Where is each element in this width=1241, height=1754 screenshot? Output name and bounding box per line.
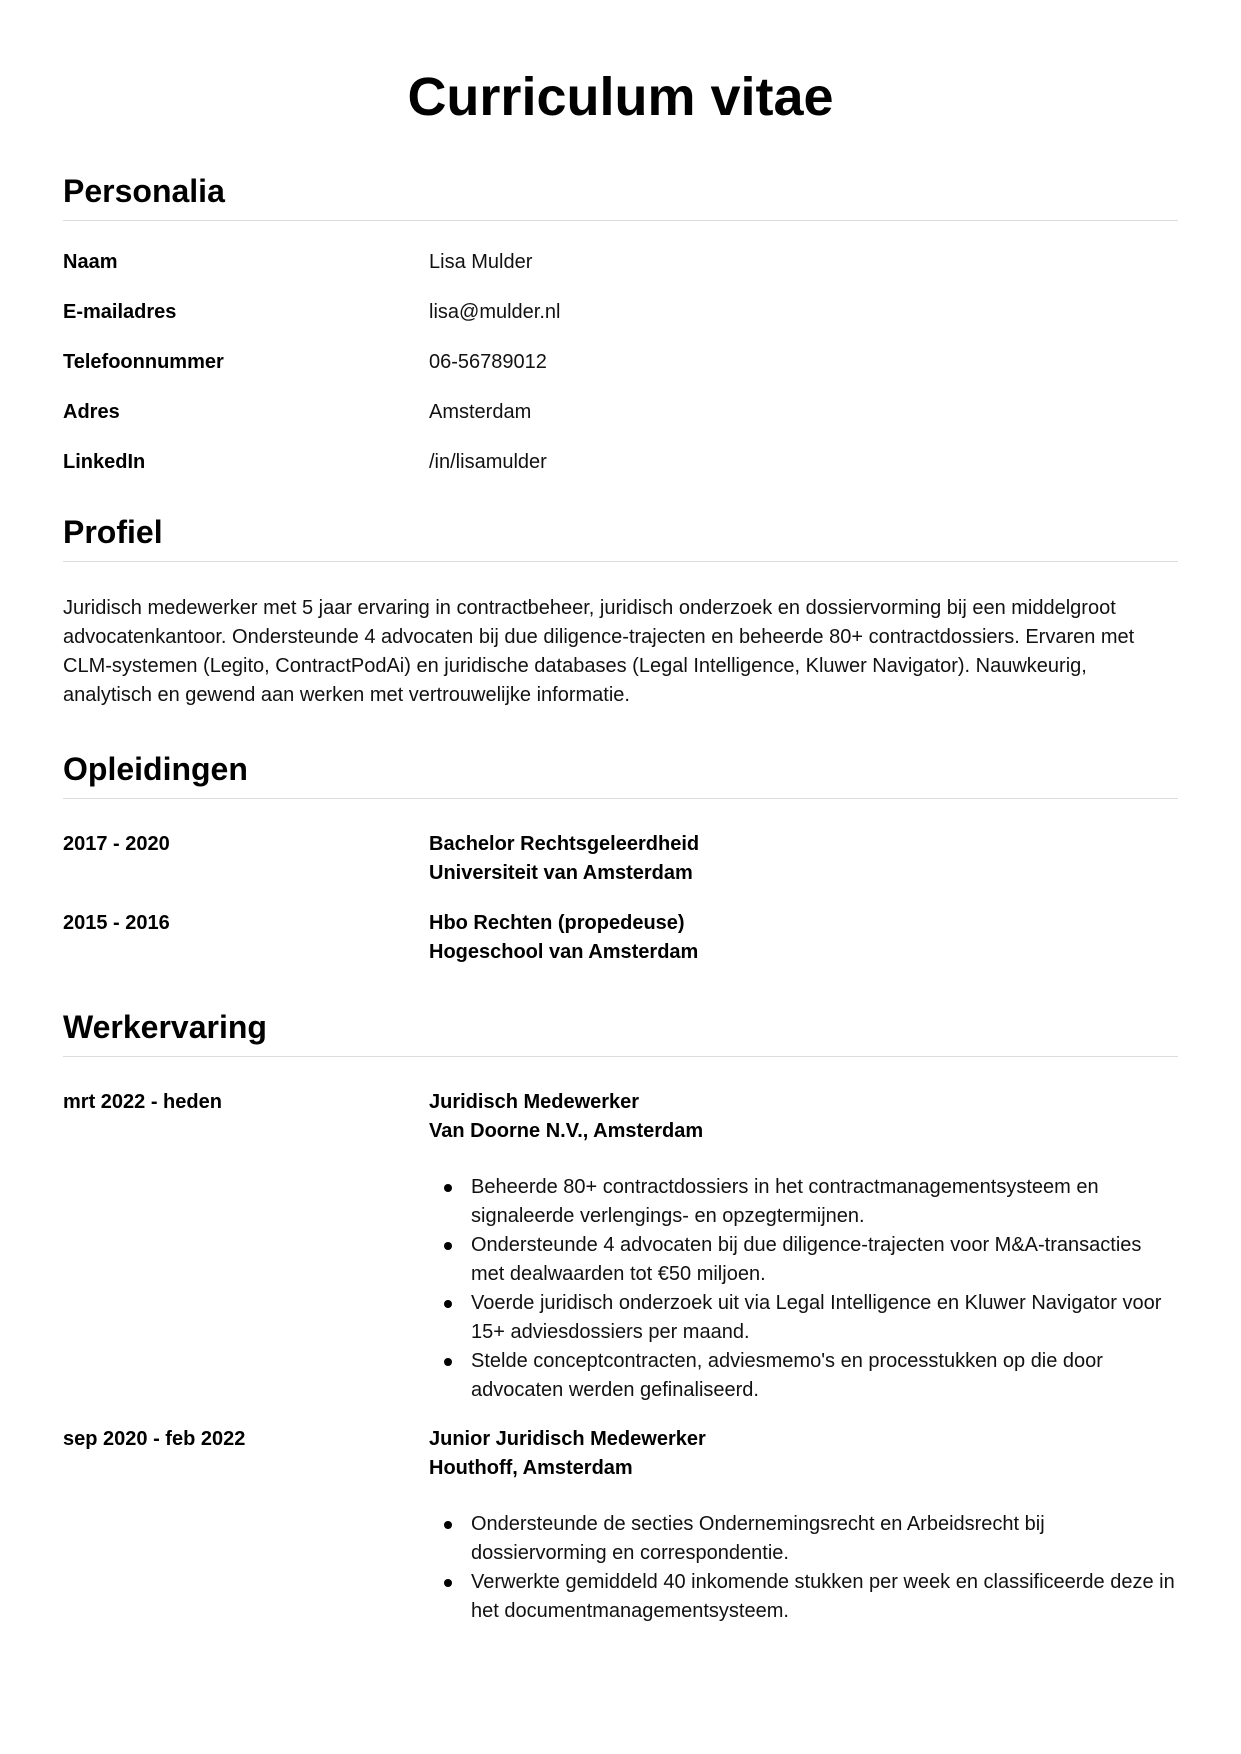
work-employer: Van Doorne N.V., Amsterdam xyxy=(429,1120,704,1142)
work-period: mrt 2022 - heden xyxy=(63,1091,222,1113)
education-details xyxy=(429,830,1178,888)
personalia-row-email xyxy=(63,287,1178,337)
personalia-label: Naam xyxy=(63,250,118,273)
achievement-text: Verwerkte gemiddeld 40 inkomende stukken per week en classificeerde deze in het documentmanagementsysteem. xyxy=(471,1571,1175,1622)
personalia-value: Amsterdam xyxy=(429,400,532,423)
personalia-row-naam xyxy=(63,237,1178,287)
section-heading-profiel: Profiel xyxy=(63,514,163,550)
section-heading-personalia: Personalia xyxy=(63,173,225,209)
work-role: Junior Juridisch Medewerker xyxy=(429,1428,706,1450)
section-heading-werkervaring: Werkervaring xyxy=(63,1009,267,1045)
education-institution: Universiteit van Amsterdam xyxy=(429,862,693,884)
bullet-icon xyxy=(444,1300,452,1308)
section-heading-opleidingen: Opleidingen xyxy=(63,751,248,787)
work-employer: Houthoff, Amsterdam xyxy=(429,1457,633,1479)
personalia-row-adres xyxy=(63,387,1178,437)
section-werkervaring xyxy=(63,1007,1178,1626)
personalia-table xyxy=(63,237,1178,487)
personalia-label: LinkedIn xyxy=(63,450,146,473)
work-period: sep 2020 - feb 2022 xyxy=(63,1428,246,1450)
section-divider xyxy=(63,798,1178,799)
section-divider xyxy=(63,1056,1178,1057)
achievement-item xyxy=(429,1173,1178,1231)
work-details xyxy=(429,1425,1178,1626)
achievement-item xyxy=(429,1568,1178,1626)
section-divider xyxy=(63,220,1178,221)
achievement-text: Voerde juridisch onderzoek uit via Legal Intelligence en Kluwer Navigator voor 15+ adviesdossiers per maand. xyxy=(471,1292,1162,1343)
education-period: 2017 - 2020 xyxy=(63,833,170,855)
section-profiel xyxy=(63,512,1178,710)
personalia-value: lisa@mulder.nl xyxy=(429,300,561,323)
work-details xyxy=(429,1088,1178,1405)
personalia-value: Lisa Mulder xyxy=(429,250,533,273)
bullet-icon xyxy=(444,1184,452,1192)
education-entry xyxy=(63,830,1178,888)
achievement-item xyxy=(429,1289,1178,1347)
bullet-icon xyxy=(444,1242,452,1250)
work-role: Juridisch Medewerker xyxy=(429,1091,640,1113)
work-entry xyxy=(63,1425,1178,1626)
document-title: Curriculum vitae xyxy=(407,67,834,127)
achievement-item xyxy=(429,1231,1178,1289)
section-personalia xyxy=(63,171,1178,487)
work-entry xyxy=(63,1088,1178,1405)
education-title: Bachelor Rechtsgeleerdheid xyxy=(429,833,700,855)
education-period: 2015 - 2016 xyxy=(63,912,170,934)
education-title: Hbo Rechten (propedeuse) xyxy=(429,912,685,934)
achievement-text: Ondersteunde de secties Ondernemingsrecht en Arbeidsrecht bij dossiervorming en correspondentie. xyxy=(471,1513,1045,1564)
personalia-row-telefoon xyxy=(63,337,1178,387)
personalia-value: /in/lisamulder xyxy=(429,450,547,473)
bullet-icon xyxy=(444,1579,452,1587)
education-details xyxy=(429,909,1178,967)
work-achievements xyxy=(429,1510,1178,1626)
personalia-label: Telefoonnummer xyxy=(63,350,224,373)
section-divider xyxy=(63,561,1178,562)
bullet-icon xyxy=(444,1358,452,1366)
section-opleidingen xyxy=(63,749,1178,967)
achievement-item xyxy=(429,1347,1178,1405)
work-achievements xyxy=(429,1173,1178,1405)
personalia-value: 06-56789012 xyxy=(429,350,547,373)
personalia-label: Adres xyxy=(63,400,120,423)
bullet-icon xyxy=(444,1521,452,1529)
personalia-row-linkedin xyxy=(63,437,1178,487)
achievement-text: Stelde conceptcontracten, adviesmemo's en processtukken op die door advocaten werden gefinaliseerd. xyxy=(471,1350,1103,1401)
personalia-label: E-mailadres xyxy=(63,300,177,323)
profile-summary: Juridisch medewerker met 5 jaar ervaring in contractbeheer, juridisch onderzoek en dossiervorming bij een middelgroot advocatenkantoor. Ondersteunde 4 advocaten bij due diligence-trajecten en beheerde 80+ contractdossiers. Ervaren met CLM-systemen (Legito, ContractPodAi) en juridische databases (Legal Intelligence, Kluwer Navigator). Nauwkeurig, analytisch en gewend aan werken met vertrouwelijke informatie. xyxy=(63,597,1135,706)
achievement-text: Beheerde 80+ contractdossiers in het contractmanagementsysteem en signaleerde verlengings- en opzegtermijnen. xyxy=(471,1176,1099,1227)
education-entry xyxy=(63,909,1178,967)
education-institution: Hogeschool van Amsterdam xyxy=(429,941,699,963)
achievement-item xyxy=(429,1510,1178,1568)
achievement-text: Ondersteunde 4 advocaten bij due diligence-trajecten voor M&A-transacties met dealwaarden tot €50 miljoen. xyxy=(471,1234,1142,1285)
